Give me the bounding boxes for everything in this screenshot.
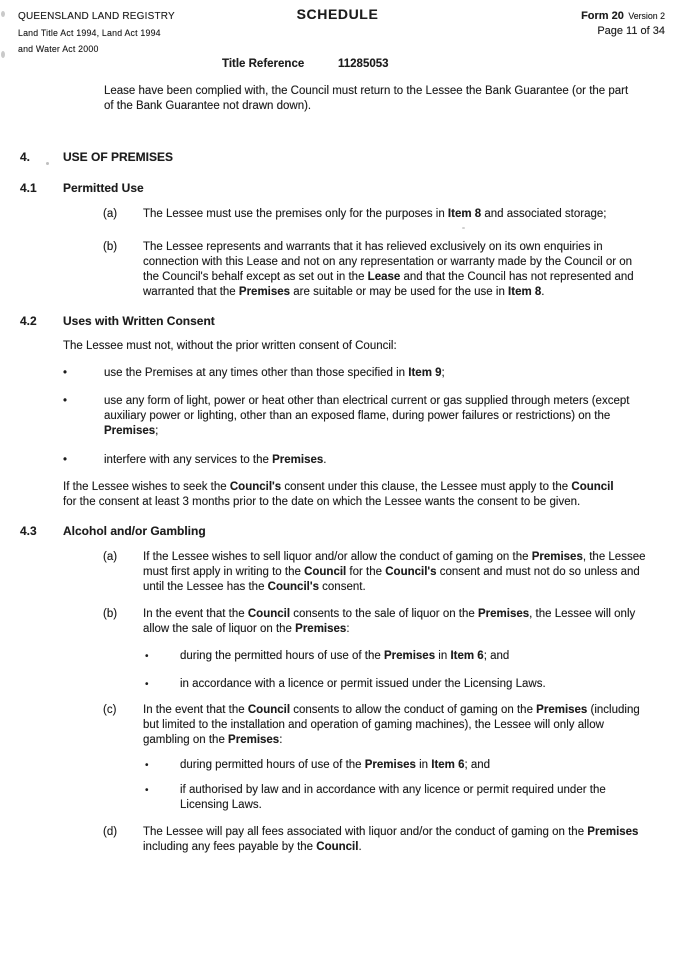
section-42-heading [20, 314, 675, 329]
sub-bullet-item [145, 649, 675, 664]
clause-43c [103, 703, 675, 748]
section-number: 4.1 [20, 181, 37, 195]
bullet-item-2 [63, 394, 675, 439]
clause-text: If the Lessee wishes to sell liquor and/or allow the conduct of gaming on the Premises, the Lessee must first apply in writing to the Council for the Council's consent and must not do so unless and until the Lessee has the Council's consent. [143, 551, 646, 593]
section-title: Permitted Use [63, 181, 144, 195]
clause-43b [103, 607, 675, 637]
form-version: Version 2 [628, 11, 665, 21]
clause-42-lead: The Lessee must not, without the prior written consent of Council: [63, 340, 397, 352]
section-title: Uses with Written Consent [63, 314, 215, 328]
section-title: USE OF PREMISES [63, 150, 174, 164]
sub-bullet-text: in accordance with a licence or permit issued under the Licensing Laws. [180, 678, 546, 690]
clause-text: In the event that the Council consents to allow the conduct of gaming on the Premises (including but limited to the installation and operation of gaming machines), the Lessee will only allow gambling on the Premises: [143, 704, 640, 746]
sub-bullet-text: during permitted hours of use of the Premises in Item 6; and [180, 759, 491, 771]
sub-bullet-icon: • [145, 679, 149, 690]
bullet-icon: • [63, 395, 68, 407]
document-title: SCHEDULE [296, 6, 379, 22]
scan-speck [462, 227, 465, 229]
bullet-text: interfere with any services to the Premises. [104, 454, 327, 466]
bullet-text: use any form of light, power or heat other than electrical current or gas supplied through meters (except auxiliary power or lighting, other than an exposed flame, during power failures or restrictions) on the Premises; [104, 395, 630, 437]
form-identifier [581, 7, 665, 24]
bullet-text: use the Premises at any times other than those specified in Item 9; [104, 367, 445, 379]
clause-41a [103, 207, 675, 222]
sub-bullet-text: if authorised by law and in accordance with any licence or permit required under the Licensing Laws. [180, 784, 606, 811]
form-header [581, 7, 665, 39]
scan-speck [46, 162, 49, 165]
registry-name: QUEENSLAND LAND REGISTRY [18, 11, 175, 22]
clause-text: The Lessee must use the premises only for the purposes in Item 8 and associated storage; [143, 208, 607, 220]
sub-bullet-item [145, 758, 675, 773]
document-body [0, 84, 675, 855]
clause-label: (c) [103, 704, 117, 716]
clause-label: (d) [103, 826, 118, 838]
title-reference-value: 11285053 [338, 58, 389, 70]
section-41-heading [20, 181, 675, 196]
page-number: Page 11 of 34 [597, 25, 665, 37]
section-number: 4.2 [20, 314, 37, 328]
section-title: Alcohol and/or Gambling [63, 524, 206, 538]
registry-act-line-2: and Water Act 2000 [18, 44, 99, 54]
sub-bullet-text: during the permitted hours of use of the Premises in Item 6; and [180, 650, 510, 662]
section-4-heading [20, 150, 675, 165]
clause-43d [103, 825, 675, 855]
clause-42-closing: If the Lessee wishes to seek the Council's consent under this clause, the Lessee must apply to the Council for the consent at least 3 months prior to the date on which the Lessee wants the consent to be given. [63, 481, 614, 508]
bullet-item-1 [63, 366, 675, 381]
section-number: 4.3 [20, 524, 37, 538]
clause-text: The Lessee represents and warrants that it has relieved exclusively on its own enquiries in connection with this Lease and not on any representation or warranty made by the Council or on the Council's behalf except as set out in the Lease and that the Council has not represented and warranted that the Premises are suitable or may be used for the use in Item 8. [143, 241, 634, 298]
clause-43a [103, 550, 675, 595]
sub-bullet-icon: • [145, 785, 149, 796]
title-reference-label: Title Reference [222, 58, 305, 70]
clause-41b [103, 240, 675, 300]
sub-bullet-icon: • [145, 760, 149, 771]
sub-bullet-item [145, 677, 675, 692]
clause-label: (a) [103, 208, 118, 220]
clause-text: The Lessee will pay all fees associated with liquor and/or the conduct of gaming on the Premises including any fees payable by the Council. [143, 826, 639, 853]
bullet-item-3 [63, 453, 675, 468]
clause-text: In the event that the Council consents to the sale of liquor on the Premises, the Lessee will only allow the sale of liquor on the Premises: [143, 608, 636, 635]
clause-label: (b) [103, 608, 118, 620]
form-name: Form 20 [581, 10, 624, 22]
sub-bullet-item [145, 783, 675, 813]
bullet-icon: • [63, 454, 68, 466]
scan-speck [1, 11, 5, 17]
section-43-heading [20, 524, 675, 539]
section-number: 4. [20, 150, 31, 164]
sub-bullet-icon: • [145, 651, 149, 662]
scan-speck [1, 51, 5, 58]
bullet-icon: • [63, 367, 68, 379]
clause-label: (a) [103, 551, 118, 563]
intro-paragraph: Lease have been complied with, the Council must return to the Lessee the Bank Guarantee (or the part of the Bank Guarantee not drawn down). [104, 85, 629, 112]
clause-label: (b) [103, 241, 118, 253]
registry-act-line-1: Land Title Act 1994, Land Act 1994 [18, 28, 161, 38]
